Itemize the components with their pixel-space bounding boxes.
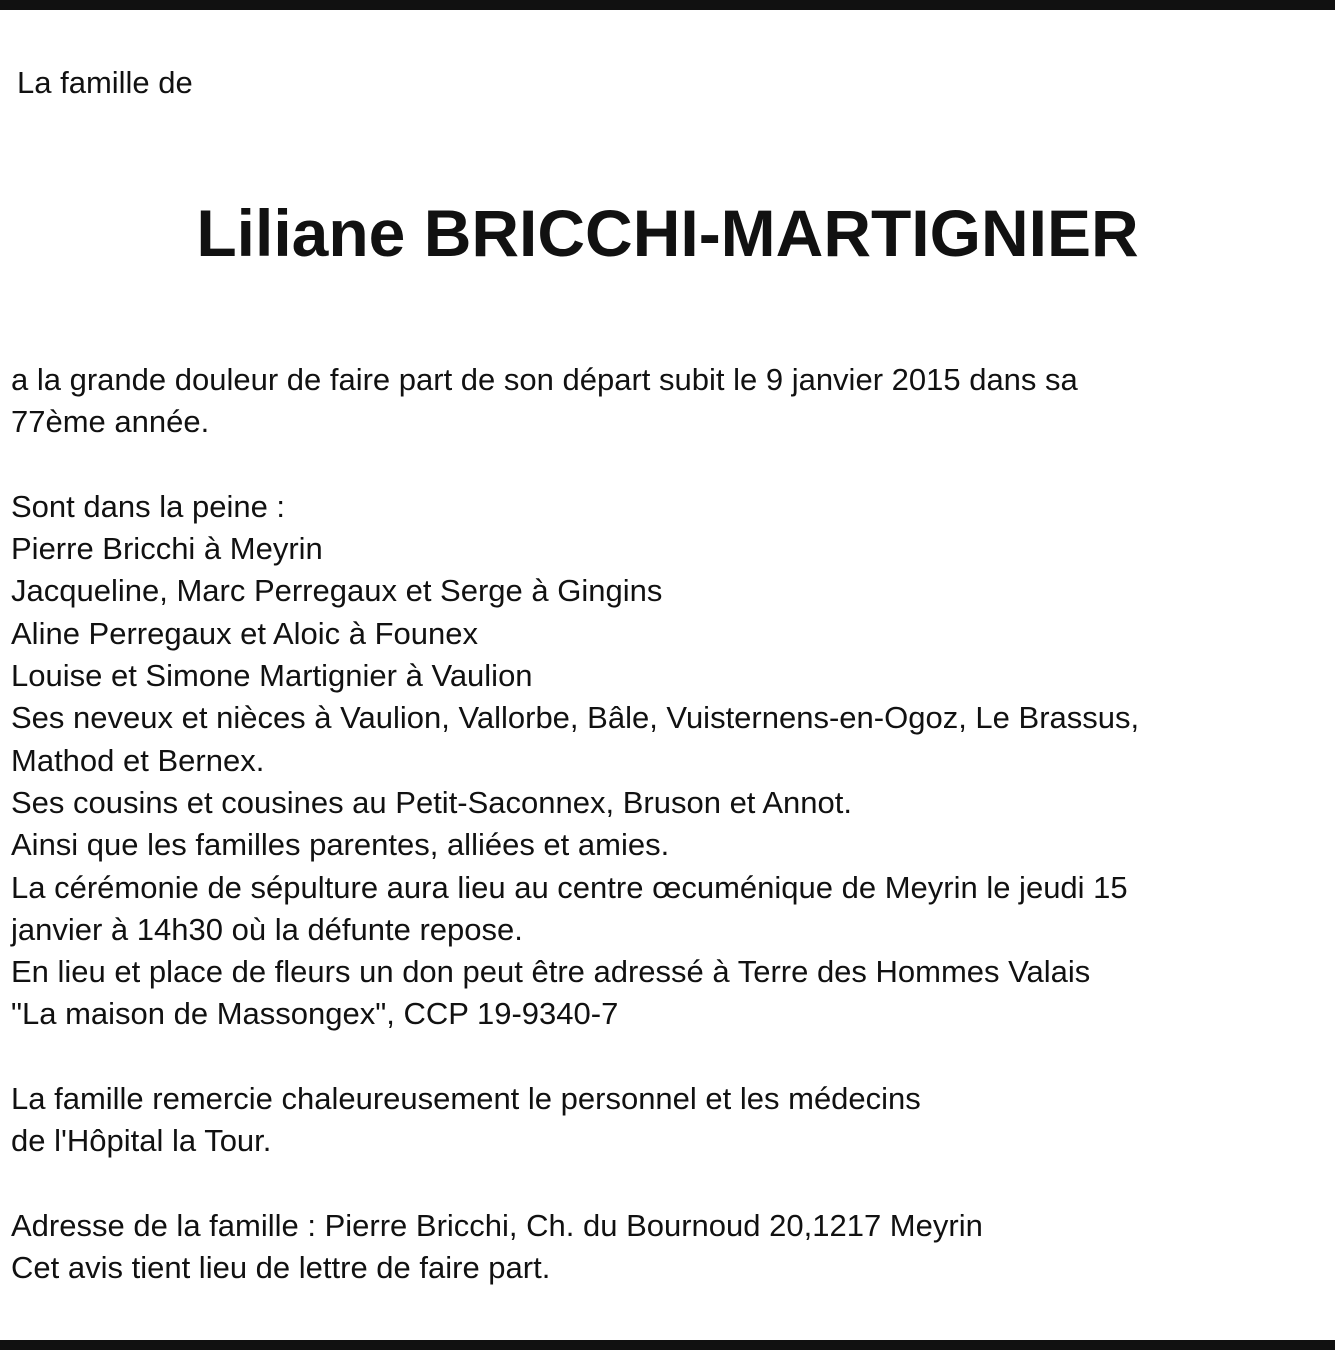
body-line: En lieu et place de fleurs un don peut être adressé à Terre des Hommes Valais [11, 954, 1091, 990]
body-line: Pierre Bricchi à Meyrin [11, 531, 323, 567]
body-line [11, 1163, 1311, 1205]
intro-text: La famille de [17, 65, 193, 100]
body-line: Mathod et Bernex. [11, 742, 265, 778]
body-line: Aline Perregaux et Aloic à Founex [11, 615, 478, 651]
body-line: Jacqueline, Marc Perregaux et Serge à Gingins [11, 573, 663, 609]
body-line [11, 1036, 1311, 1078]
body-line: Cet avis tient lieu de lettre de faire part. [11, 1250, 551, 1286]
bottom-border-rule [0, 1340, 1335, 1350]
body-line: Louise et Simone Martignier à Vaulion [11, 658, 533, 694]
body-line: Ses neveux et nièces à Vaulion, Vallorbe, Bâle, Vuisternens-en-Ogoz, Le Brassus, [11, 700, 1140, 736]
body-line: janvier à 14h30 où la défunte repose. [11, 911, 523, 947]
body-line [11, 444, 1311, 486]
body-line: La cérémonie de sépulture aura lieu au centre œcuménique de Meyrin le jeudi 15 [11, 869, 1128, 905]
body-line: Adresse de la famille : Pierre Bricchi, Ch. du Bournoud 20,1217 Meyrin [11, 1207, 983, 1243]
body-line: "La maison de Massongex", CCP 19-9340-7 [11, 996, 619, 1032]
body-line: 77ème année. [11, 404, 210, 440]
notice-body [11, 359, 1311, 1290]
body-line: a la grande douleur de faire part de son départ subit le 9 janvier 2015 dans sa [11, 362, 1078, 397]
deceased-name: Liliane BRICCHI-MARTIGNIER [196, 196, 1139, 270]
body-line: Sont dans la peine : [11, 488, 286, 524]
body-line: de l'Hôpital la Tour. [11, 1123, 272, 1159]
body-line: La famille remercie chaleureusement le personnel et les médecins [11, 1081, 921, 1117]
top-border-rule [0, 0, 1335, 10]
body-line: Ses cousins et cousines au Petit-Saconnex, Bruson et Annot. [11, 784, 852, 820]
body-line: Ainsi que les familles parentes, alliées et amies. [11, 827, 670, 863]
